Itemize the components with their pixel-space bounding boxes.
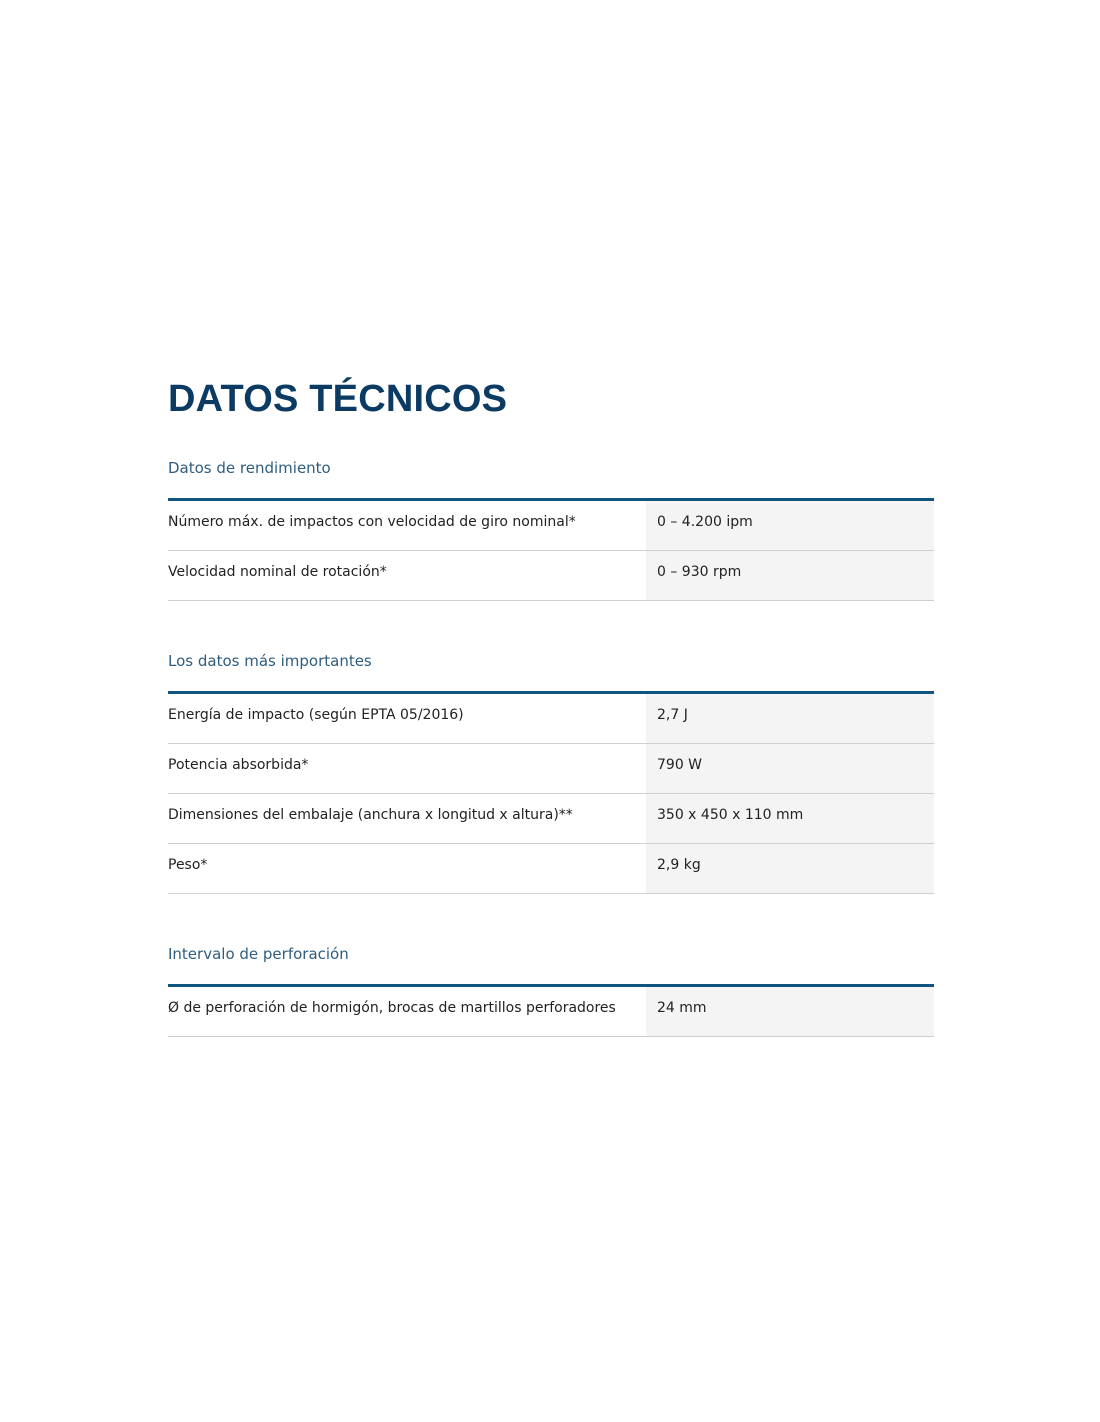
spec-table [168,691,934,894]
spec-label: Energía de impacto (según EPTA 05/2016) [168,707,464,723]
spec-table [168,984,934,1037]
table-row [168,694,934,744]
section-title: Los datos más importantes [168,652,372,670]
spec-value: 2,7 J [646,694,934,743]
section-key-data [168,651,934,894]
page-title: DATOS TÉCNICOS [168,378,508,420]
spec-label: Número máx. de impactos con velocidad de giro nominal* [168,514,576,530]
tech-data-content [168,376,934,1037]
spec-value: 0 – 930 rpm [646,551,934,600]
spec-label: Velocidad nominal de rotación* [168,564,387,580]
spec-value: 790 W [646,744,934,793]
section-performance [168,458,934,601]
spec-label: Peso* [168,857,208,873]
spec-value: 350 x 450 x 110 mm [646,794,934,843]
section-drilling-range [168,944,934,1037]
table-row [168,844,934,894]
spec-label: Potencia absorbida* [168,757,309,773]
spec-value: 24 mm [646,987,934,1036]
section-title: Datos de rendimiento [168,459,331,477]
spec-table [168,498,934,601]
spec-value: 2,9 kg [646,844,934,893]
spec-value: 0 – 4.200 ipm [646,501,934,550]
table-row [168,551,934,601]
table-row [168,987,934,1037]
spec-label: Dimensiones del embalaje (anchura x longitud x altura)** [168,807,573,823]
spec-label: Ø de perforación de hormigón, brocas de martillos perforadores [168,1000,616,1016]
table-row [168,501,934,551]
table-row [168,794,934,844]
section-title: Intervalo de perforación [168,945,349,963]
table-row [168,744,934,794]
